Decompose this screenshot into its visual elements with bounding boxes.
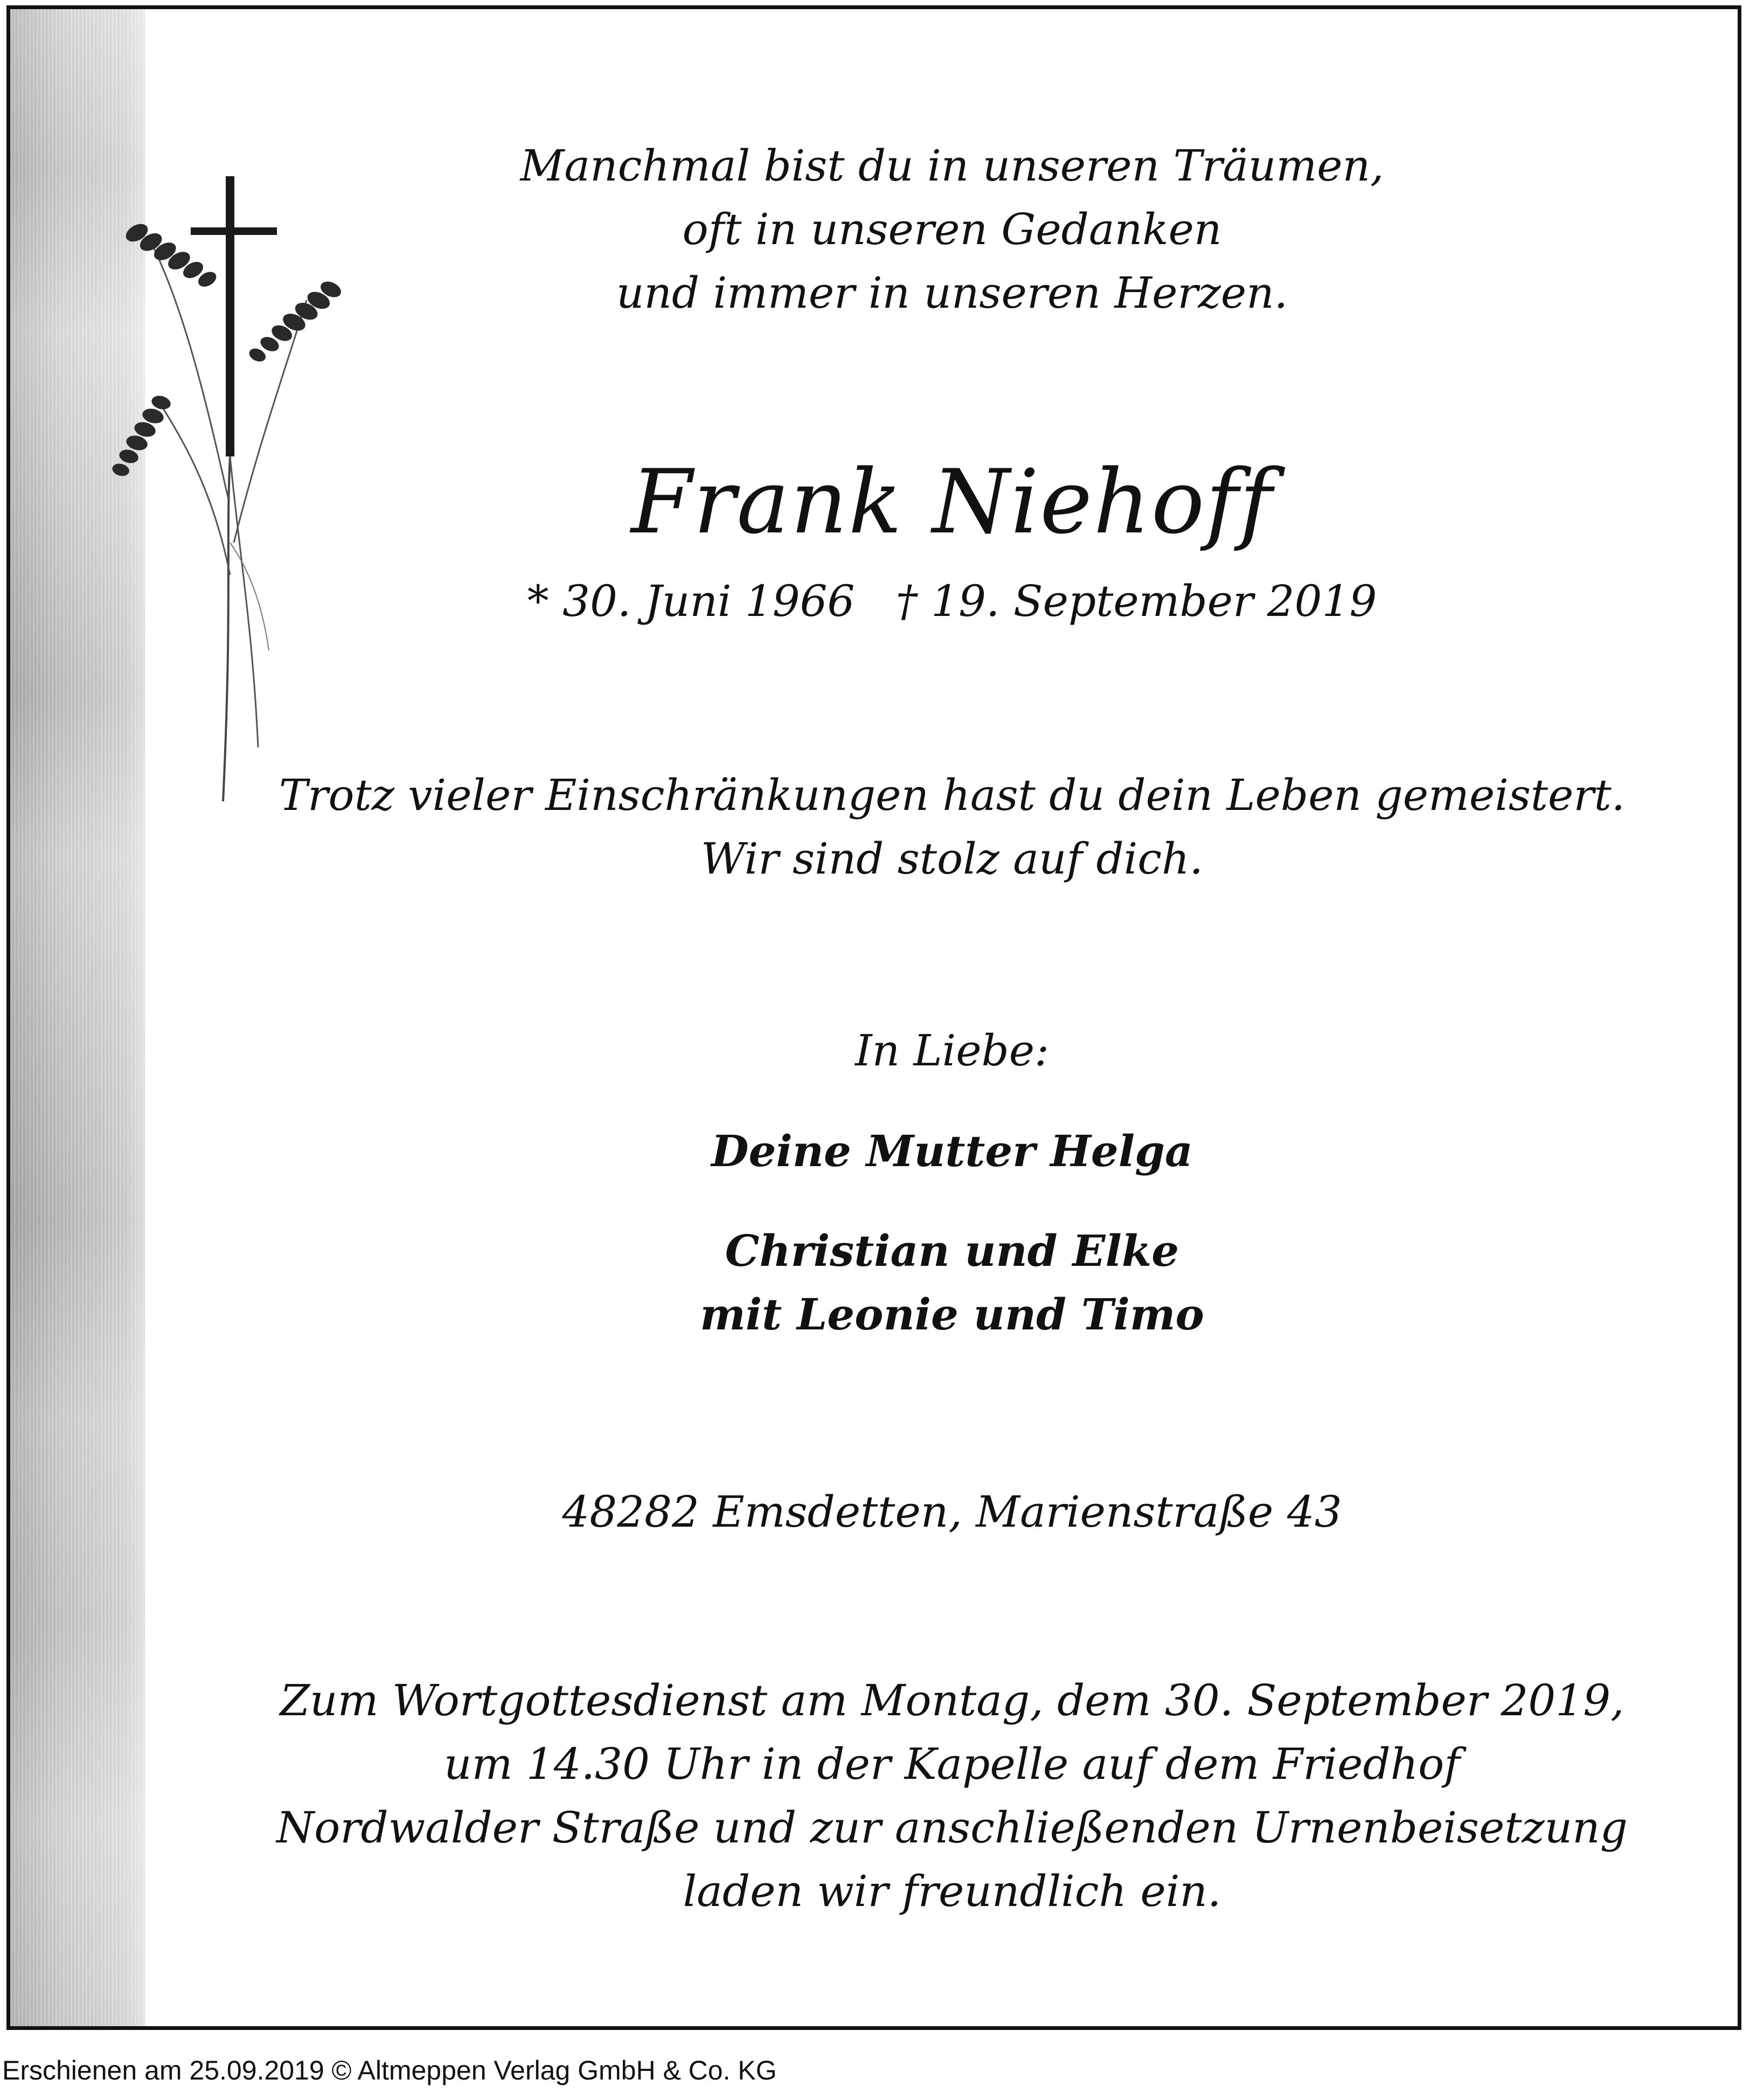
tribute-line-2: Wir sind stolz auf dich. [700,834,1204,884]
service-line-1: Zum Wortgottesdienst am Montag, dem 30. September 2019, [280,1675,1624,1725]
obituary-frame [6,5,1741,2030]
mourner-family-line-1: Christian und Elke [725,1225,1179,1276]
mourners-intro: In Liebe: [855,1025,1050,1076]
life-dates: * 30. Juni 1966 † 19. September 2019 [527,576,1377,626]
poem-line-2: oft in unseren Gedanken [682,204,1222,254]
poem-line-3: und immer in unseren Herzen. [616,268,1288,318]
service-line-2: um 14.30 Uhr in der Kapelle auf dem Friedhof [444,1739,1460,1789]
mourner-mother: Deine Mutter Helga [711,1126,1193,1176]
service-line-4: laden wir freundlich ein. [683,1866,1221,1916]
poem-line-1: Manchmal bist du in unseren Träumen, [520,141,1384,191]
address: 48282 Emsdetten, Marienstraße 43 [562,1487,1342,1537]
mourner-family-line-2: mit Leonie und Timo [700,1289,1204,1340]
deceased-name: Frank Niehoff [631,451,1273,553]
publication-note: Erschienen am 25.09.2019 © Altmeppen Verlag GmbH & Co. KG [2,2055,777,2085]
service-line-3: Nordwalder Straße und zur anschließenden Urnenbeisetzung [276,1803,1628,1853]
tribute-line-1: Trotz vieler Einschränkungen hast du dein Leben gemeistert. [279,770,1626,820]
